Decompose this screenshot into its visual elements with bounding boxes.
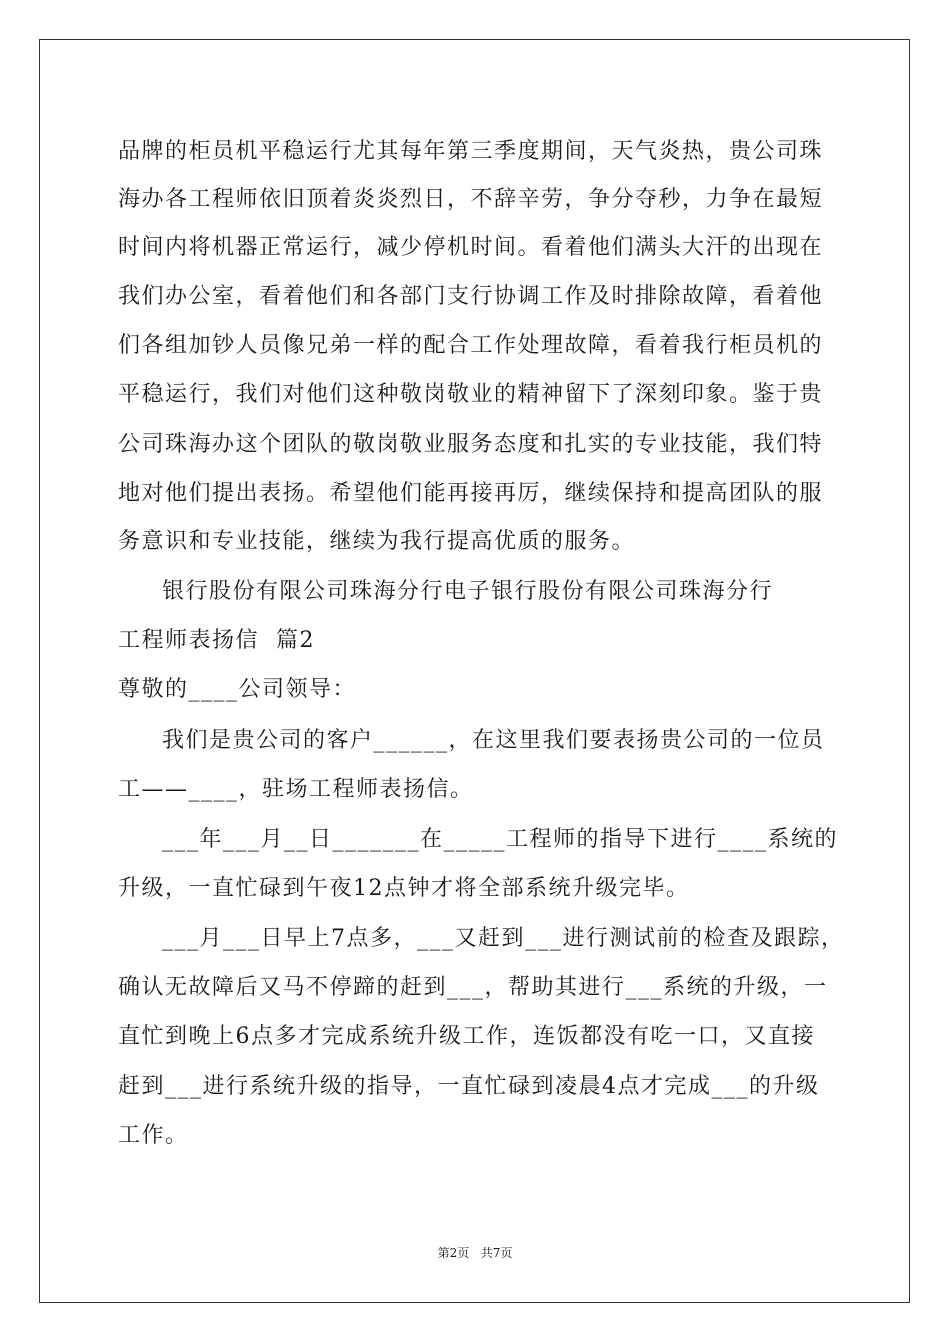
body-line: 务意识和专业技能，继续为我行提高优质的服务。 [118,529,636,554]
body-line: 工作。 [118,1123,189,1148]
body-line: 平稳运行，我们对他们这种敬岗敬业的精神留下了深刻印象。鉴于贵 [118,382,824,407]
signature-line: 银行股份有限公司珠海分行电子银行股份有限公司珠海分行 [162,579,774,604]
body-line: 我们办公室，看着他们和各部门支行协调工作及时排除故障，看着他 [118,284,824,309]
salutation: 尊敬的____公司领导： [118,677,357,702]
body-line: 公司珠海办这个团队的敬岗敬业服务态度和扎实的专业技能，我们特 [118,432,824,457]
body-line: 升级，一直忙碌到午夜12点钟才将全部系统升级完毕。 [118,876,690,901]
body-line: 品牌的柜员机平稳运行尤其每年第三季度期间，天气炎热，贵公司珠 [118,139,824,164]
page-border [39,39,910,1303]
body-line: ___年___月__日_______在_____工程师的指导下进行____系统的 [162,827,839,852]
body-line: 确认无故障后又马不停蹄的赶到___，帮助其进行___系统的升级，一 [118,975,828,1000]
section-heading: 工程师表扬信 篇2 [118,628,315,653]
body-line: 海办各工程师依旧顶着炎炎烈日，不辞辛劳，争分夺秒，力争在最短 [118,187,824,212]
body-line: 时间内将机器正常运行，减少停机时间。看着他们满头大汗的出现在 [118,235,824,260]
body-line: 工——____，驻场工程师表扬信。 [118,777,474,802]
body-line: 们各组加钞人员像兄弟一样的配合工作处理故障，看着我行柜员机的 [118,333,824,358]
body-line: 直忙到晚上6点多才完成系统升级工作，连饭都没有吃一口，又直接 [118,1024,815,1049]
body-line: 我们是贵公司的客户______，在这里我们要表扬贵公司的一位员 [162,728,825,753]
body-line: 地对他们提出表扬。希望他们能再接再厉，继续保持和提高团队的服 [118,481,824,506]
page-number: 第2页 共7页 [437,1246,513,1260]
body-line: ___月___日早上7点多，___又赶到___进行测试前的检查及跟踪， [162,926,845,951]
body-line: 赶到___进行系统升级的指导，一直忙碌到凌晨4点才完成___的升级 [118,1074,820,1099]
